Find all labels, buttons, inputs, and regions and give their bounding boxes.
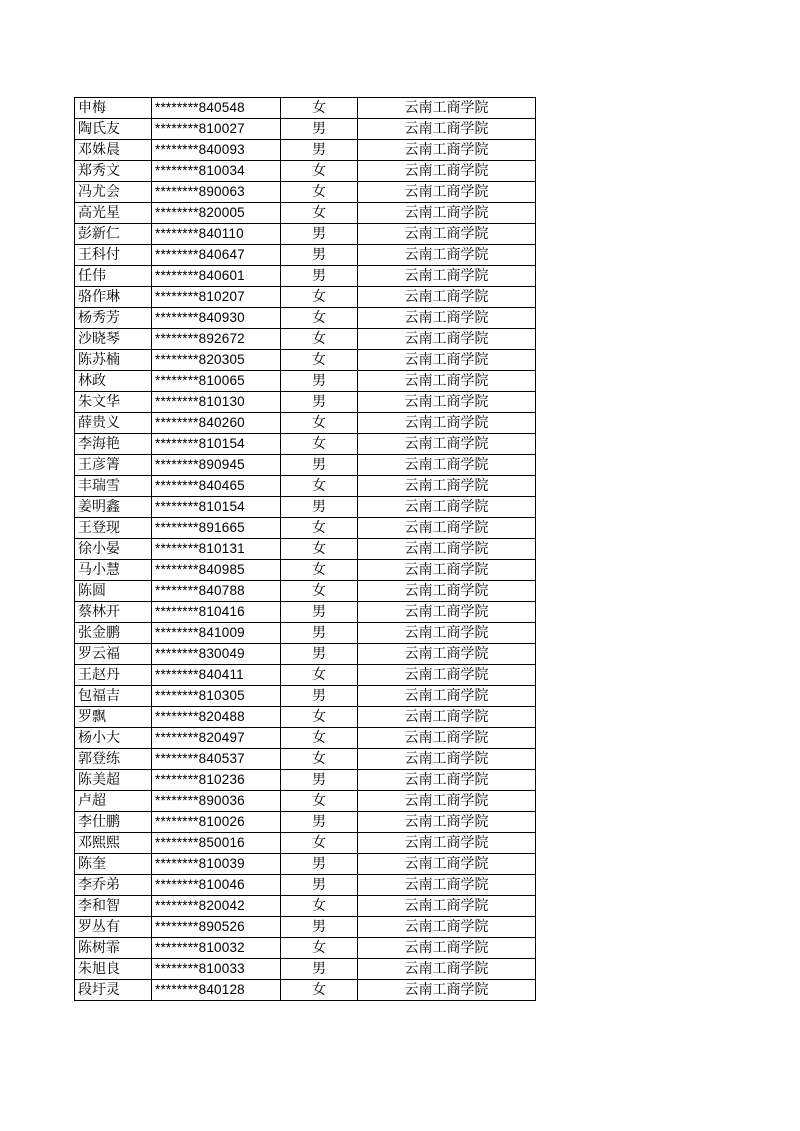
student-id-cell: ********810039 <box>152 854 281 875</box>
student-name-cell: 沙晓琴 <box>75 329 152 350</box>
gender-cell: 男 <box>281 770 358 791</box>
school-cell: 云南工商学院 <box>358 224 536 245</box>
student-name-cell: 包福吉 <box>75 686 152 707</box>
school-cell: 云南工商学院 <box>358 98 536 119</box>
school-cell: 云南工商学院 <box>358 644 536 665</box>
student-id-cell: ********810416 <box>152 602 281 623</box>
student-table-body <box>75 98 536 1001</box>
gender-cell: 男 <box>281 455 358 476</box>
table-row <box>75 896 536 917</box>
school-cell: 云南工商学院 <box>358 539 536 560</box>
gender-cell: 女 <box>281 539 358 560</box>
school-cell: 云南工商学院 <box>358 749 536 770</box>
gender-cell: 男 <box>281 623 358 644</box>
gender-cell: 女 <box>281 350 358 371</box>
table-row <box>75 623 536 644</box>
gender-cell: 女 <box>281 287 358 308</box>
student-id-cell: ********810207 <box>152 287 281 308</box>
table-row <box>75 518 536 539</box>
school-cell: 云南工商学院 <box>358 917 536 938</box>
gender-cell: 女 <box>281 749 358 770</box>
student-name-cell: 李和智 <box>75 896 152 917</box>
gender-cell: 男 <box>281 266 358 287</box>
student-id-cell: ********840411 <box>152 665 281 686</box>
student-name-cell: 陈美超 <box>75 770 152 791</box>
school-cell: 云南工商学院 <box>358 896 536 917</box>
student-name-cell: 王科付 <box>75 245 152 266</box>
school-cell: 云南工商学院 <box>358 287 536 308</box>
table-row <box>75 539 536 560</box>
student-id-cell: ********890063 <box>152 182 281 203</box>
school-cell: 云南工商学院 <box>358 455 536 476</box>
gender-cell: 男 <box>281 392 358 413</box>
student-id-cell: ********810236 <box>152 770 281 791</box>
student-id-cell: ********820005 <box>152 203 281 224</box>
student-name-cell: 李乔弟 <box>75 875 152 896</box>
student-name-cell: 陈苏楠 <box>75 350 152 371</box>
school-cell: 云南工商学院 <box>358 707 536 728</box>
student-id-cell: ********810027 <box>152 119 281 140</box>
student-name-cell: 张金鹏 <box>75 623 152 644</box>
student-id-cell: ********840985 <box>152 560 281 581</box>
table-row <box>75 392 536 413</box>
table-row <box>75 245 536 266</box>
student-name-cell: 骆作琳 <box>75 287 152 308</box>
gender-cell: 女 <box>281 476 358 497</box>
student-name-cell: 林政 <box>75 371 152 392</box>
student-id-cell: ********840465 <box>152 476 281 497</box>
student-name-cell: 朱文华 <box>75 392 152 413</box>
student-id-cell: ********890945 <box>152 455 281 476</box>
student-name-cell: 陈树霏 <box>75 938 152 959</box>
school-cell: 云南工商学院 <box>358 476 536 497</box>
gender-cell: 女 <box>281 707 358 728</box>
gender-cell: 男 <box>281 497 358 518</box>
school-cell: 云南工商学院 <box>358 560 536 581</box>
gender-cell: 男 <box>281 602 358 623</box>
table-row <box>75 98 536 119</box>
school-cell: 云南工商学院 <box>358 686 536 707</box>
student-id-cell: ********810033 <box>152 959 281 980</box>
gender-cell: 女 <box>281 203 358 224</box>
student-id-cell: ********850016 <box>152 833 281 854</box>
table-row <box>75 434 536 455</box>
student-name-cell: 马小慧 <box>75 560 152 581</box>
student-name-cell: 徐小晏 <box>75 539 152 560</box>
school-cell: 云南工商学院 <box>358 266 536 287</box>
table-row <box>75 329 536 350</box>
school-cell: 云南工商学院 <box>358 371 536 392</box>
student-name-cell: 姜明鑫 <box>75 497 152 518</box>
gender-cell: 女 <box>281 896 358 917</box>
table-row <box>75 287 536 308</box>
gender-cell: 男 <box>281 245 358 266</box>
table-row <box>75 140 536 161</box>
school-cell: 云南工商学院 <box>358 665 536 686</box>
school-cell: 云南工商学院 <box>358 518 536 539</box>
student-id-cell: ********810305 <box>152 686 281 707</box>
gender-cell: 女 <box>281 308 358 329</box>
gender-cell: 女 <box>281 434 358 455</box>
table-row <box>75 812 536 833</box>
gender-cell: 女 <box>281 329 358 350</box>
table-row <box>75 833 536 854</box>
student-id-cell: ********840548 <box>152 98 281 119</box>
table-row <box>75 791 536 812</box>
student-id-cell: ********840647 <box>152 245 281 266</box>
student-name-cell: 杨小大 <box>75 728 152 749</box>
gender-cell: 女 <box>281 560 358 581</box>
student-name-cell: 蔡林开 <box>75 602 152 623</box>
table-row <box>75 707 536 728</box>
gender-cell: 女 <box>281 791 358 812</box>
school-cell: 云南工商学院 <box>358 413 536 434</box>
student-id-cell: ********840788 <box>152 581 281 602</box>
gender-cell: 女 <box>281 980 358 1001</box>
student-name-cell: 邓熙熙 <box>75 833 152 854</box>
gender-cell: 男 <box>281 917 358 938</box>
student-name-cell: 郑秀文 <box>75 161 152 182</box>
school-cell: 云南工商学院 <box>358 980 536 1001</box>
gender-cell: 女 <box>281 413 358 434</box>
student-name-cell: 陈圆 <box>75 581 152 602</box>
student-id-cell: ********810154 <box>152 434 281 455</box>
student-name-cell: 陈奎 <box>75 854 152 875</box>
student-name-cell: 李仕鹏 <box>75 812 152 833</box>
student-id-cell: ********890036 <box>152 791 281 812</box>
table-row <box>75 119 536 140</box>
student-name-cell: 朱旭良 <box>75 959 152 980</box>
table-row <box>75 875 536 896</box>
school-cell: 云南工商学院 <box>358 602 536 623</box>
student-name-cell: 任伟 <box>75 266 152 287</box>
student-name-cell: 王彦箐 <box>75 455 152 476</box>
school-cell: 云南工商学院 <box>358 791 536 812</box>
table-row <box>75 182 536 203</box>
school-cell: 云南工商学院 <box>358 497 536 518</box>
student-id-cell: ********810065 <box>152 371 281 392</box>
table-row <box>75 371 536 392</box>
student-id-cell: ********810131 <box>152 539 281 560</box>
student-id-cell: ********810046 <box>152 875 281 896</box>
school-cell: 云南工商学院 <box>358 245 536 266</box>
table-row <box>75 476 536 497</box>
school-cell: 云南工商学院 <box>358 392 536 413</box>
student-id-cell: ********830049 <box>152 644 281 665</box>
student-id-cell: ********840601 <box>152 266 281 287</box>
table-row <box>75 602 536 623</box>
school-cell: 云南工商学院 <box>358 161 536 182</box>
gender-cell: 女 <box>281 728 358 749</box>
school-cell: 云南工商学院 <box>358 959 536 980</box>
table-row <box>75 854 536 875</box>
student-name-cell: 薛贵义 <box>75 413 152 434</box>
table-row <box>75 161 536 182</box>
student-name-cell: 申梅 <box>75 98 152 119</box>
school-cell: 云南工商学院 <box>358 938 536 959</box>
gender-cell: 男 <box>281 959 358 980</box>
gender-cell: 女 <box>281 98 358 119</box>
student-name-cell: 卢超 <box>75 791 152 812</box>
student-id-cell: ********840110 <box>152 224 281 245</box>
student-id-cell: ********840260 <box>152 413 281 434</box>
table-row <box>75 203 536 224</box>
student-name-cell: 郭登练 <box>75 749 152 770</box>
table-row <box>75 224 536 245</box>
school-cell: 云南工商学院 <box>358 728 536 749</box>
student-id-cell: ********810130 <box>152 392 281 413</box>
table-row <box>75 665 536 686</box>
student-id-cell: ********840128 <box>152 980 281 1001</box>
school-cell: 云南工商学院 <box>358 203 536 224</box>
school-cell: 云南工商学院 <box>358 770 536 791</box>
gender-cell: 女 <box>281 665 358 686</box>
student-id-cell: ********810034 <box>152 161 281 182</box>
table-row <box>75 959 536 980</box>
student-name-cell: 丰瑞雪 <box>75 476 152 497</box>
table-row <box>75 455 536 476</box>
student-name-cell: 罗云福 <box>75 644 152 665</box>
student-id-cell: ********810026 <box>152 812 281 833</box>
student-name-cell: 杨秀芳 <box>75 308 152 329</box>
school-cell: 云南工商学院 <box>358 854 536 875</box>
student-id-cell: ********891665 <box>152 518 281 539</box>
table-row <box>75 728 536 749</box>
table-row <box>75 686 536 707</box>
table-row <box>75 497 536 518</box>
student-name-cell: 段圩灵 <box>75 980 152 1001</box>
gender-cell: 男 <box>281 140 358 161</box>
gender-cell: 男 <box>281 224 358 245</box>
student-id-cell: ********892672 <box>152 329 281 350</box>
student-id-cell: ********810032 <box>152 938 281 959</box>
gender-cell: 女 <box>281 833 358 854</box>
student-name-cell: 罗飘 <box>75 707 152 728</box>
school-cell: 云南工商学院 <box>358 329 536 350</box>
table-row <box>75 560 536 581</box>
school-cell: 云南工商学院 <box>358 434 536 455</box>
school-cell: 云南工商学院 <box>358 581 536 602</box>
student-name-cell: 高光星 <box>75 203 152 224</box>
gender-cell: 女 <box>281 581 358 602</box>
table-row <box>75 266 536 287</box>
student-id-cell: ********840093 <box>152 140 281 161</box>
student-name-cell: 王登现 <box>75 518 152 539</box>
gender-cell: 男 <box>281 854 358 875</box>
gender-cell: 女 <box>281 518 358 539</box>
student-name-cell: 彭新仁 <box>75 224 152 245</box>
gender-cell: 女 <box>281 161 358 182</box>
gender-cell: 男 <box>281 875 358 896</box>
student-id-cell: ********820488 <box>152 707 281 728</box>
table-row <box>75 938 536 959</box>
school-cell: 云南工商学院 <box>358 833 536 854</box>
gender-cell: 男 <box>281 371 358 392</box>
student-name-cell: 邓姝晨 <box>75 140 152 161</box>
student-id-cell: ********890526 <box>152 917 281 938</box>
student-id-cell: ********840930 <box>152 308 281 329</box>
school-cell: 云南工商学院 <box>358 350 536 371</box>
student-id-cell: ********840537 <box>152 749 281 770</box>
table-row <box>75 350 536 371</box>
school-cell: 云南工商学院 <box>358 875 536 896</box>
school-cell: 云南工商学院 <box>358 182 536 203</box>
student-id-cell: ********820042 <box>152 896 281 917</box>
student-id-cell: ********820497 <box>152 728 281 749</box>
table-row <box>75 749 536 770</box>
gender-cell: 男 <box>281 644 358 665</box>
student-id-cell: ********841009 <box>152 623 281 644</box>
table-row <box>75 413 536 434</box>
school-cell: 云南工商学院 <box>358 140 536 161</box>
gender-cell: 女 <box>281 938 358 959</box>
gender-cell: 女 <box>281 182 358 203</box>
school-cell: 云南工商学院 <box>358 812 536 833</box>
school-cell: 云南工商学院 <box>358 308 536 329</box>
student-id-cell: ********820305 <box>152 350 281 371</box>
student-name-cell: 李海艳 <box>75 434 152 455</box>
school-cell: 云南工商学院 <box>358 119 536 140</box>
table-row <box>75 770 536 791</box>
table-row <box>75 980 536 1001</box>
student-name-cell: 王赵丹 <box>75 665 152 686</box>
student-id-cell: ********810154 <box>152 497 281 518</box>
table-row <box>75 581 536 602</box>
school-cell: 云南工商学院 <box>358 623 536 644</box>
table-row <box>75 308 536 329</box>
student-name-cell: 冯尤会 <box>75 182 152 203</box>
table-row <box>75 644 536 665</box>
gender-cell: 男 <box>281 119 358 140</box>
gender-cell: 男 <box>281 686 358 707</box>
student-name-cell: 陶氏友 <box>75 119 152 140</box>
gender-cell: 男 <box>281 812 358 833</box>
student-name-cell: 罗丛有 <box>75 917 152 938</box>
table-row <box>75 917 536 938</box>
student-table <box>74 97 536 1001</box>
